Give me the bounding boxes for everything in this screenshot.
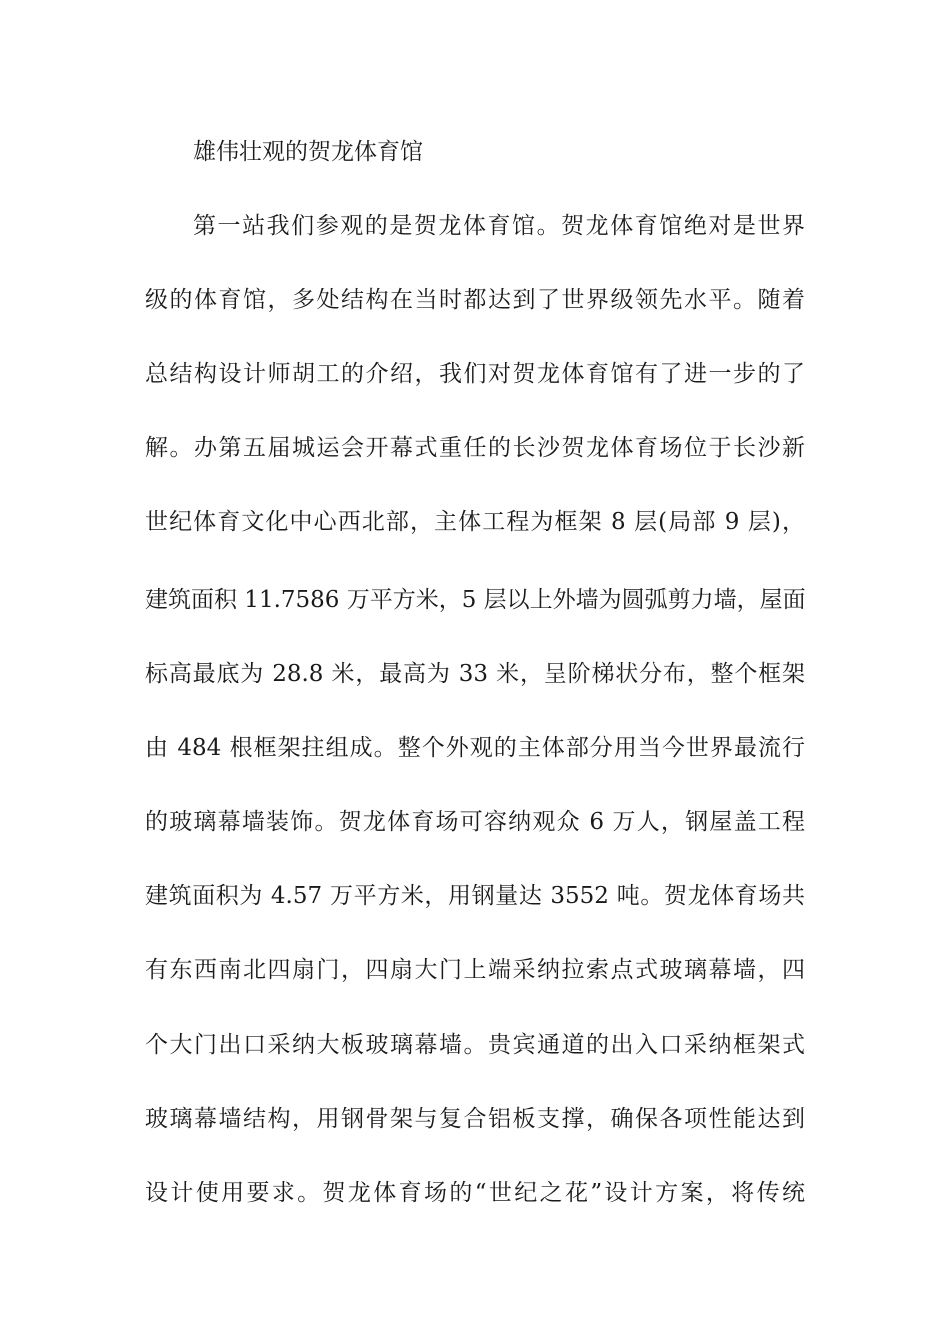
paragraph-line-5: 世纪体育文化中心西北部，主体工程为框架 8 层(局部 9 层)， (145, 509, 805, 535)
paragraph-line-6: 建筑面积 11.7586 万平方米，5 层以上外墙为圆弧剪力墙，屋面 (145, 587, 806, 613)
paragraph-line-7: 标高最底为 28.8 米，最高为 33 米，呈阶梯状分布，整个框架 (145, 661, 805, 687)
paragraph-line-14: 设计使用要求。贺龙体育场的“世纪之花”设计方案，将传统 (145, 1180, 805, 1206)
paragraph-line-10: 建筑面积为 4.57 万平方米，用钢量达 3552 吨。贺龙体育场共 (145, 883, 805, 909)
paragraph-line-1: 第一站我们参观的是贺龙体育馆。贺龙体育馆绝对是世界 (193, 213, 805, 239)
paragraph-line-3: 总结构设计师胡工的介绍，我们对贺龙体育馆有了进一步的了 (145, 361, 805, 387)
paragraph-line-8: 由 484 根框架拄组成。整个外观的主体部分用当今世界最流行 (145, 735, 805, 761)
paragraph-line-13: 玻璃幕墙结构，用钢骨架与复合铝板支撑，确保各项性能达到 (145, 1106, 805, 1132)
paragraph-line-2: 级的体育馆，多处结构在当时都达到了世界级领先水平。随着 (145, 287, 805, 313)
paragraph-line-4: 解。办第五届城运会开幕式重任的长沙贺龙体育场位于长沙新 (145, 435, 805, 461)
section-heading: 雄伟壮观的贺龙体育馆 (193, 139, 423, 165)
paragraph-line-11: 有东西南北四扇门，四扇大门上端采纳拉索点式玻璃幕墙，四 (145, 957, 805, 983)
paragraph-line-12: 个大门出口采纳大板玻璃幕墙。贵宾通道的出入口采纳框架式 (145, 1032, 805, 1058)
paragraph-line-9: 的玻璃幕墙装饰。贺龙体育场可容纳观众 6 万人，钢屋盖工程 (145, 809, 805, 835)
